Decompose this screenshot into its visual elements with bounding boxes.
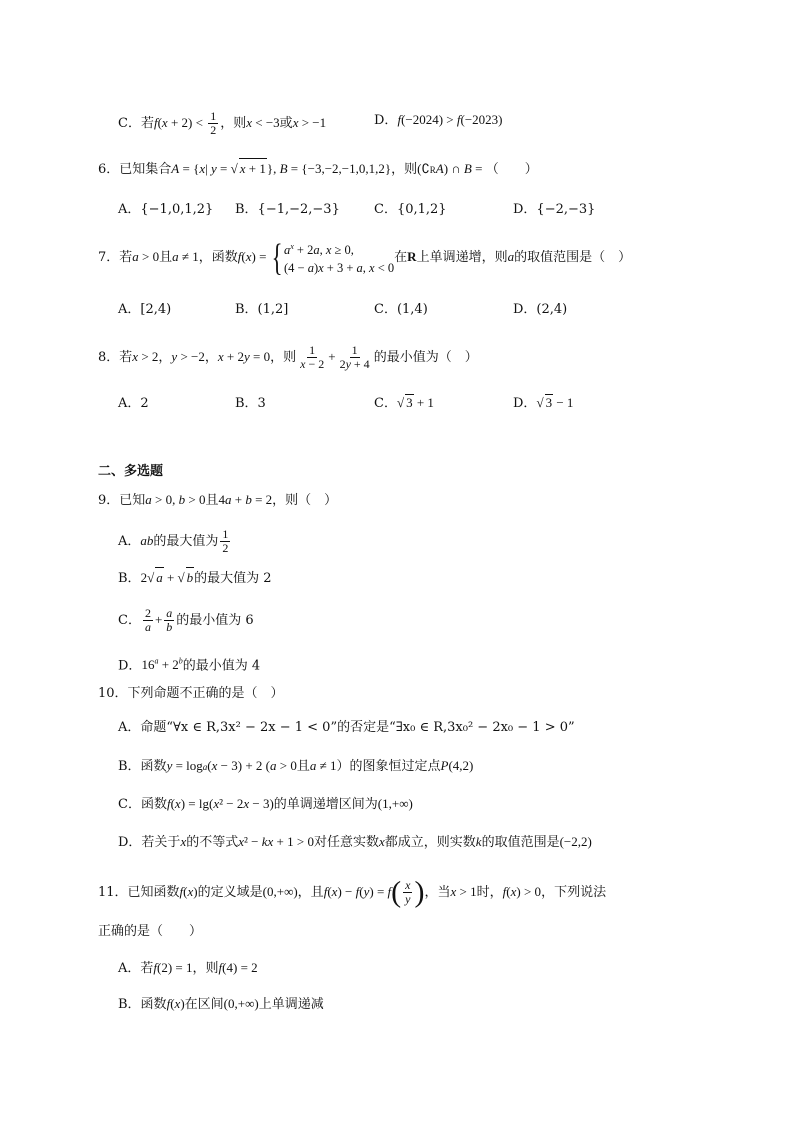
q6-option-d: D．{−2,−3} [513,202,596,217]
q5-option-c: C．若f(x + 2) < $\frac{1}{2}$ ，则x < −3或x > −1 [118,109,327,137]
q10-option-a: A．命题“∀x ∈ R,3x² − 2x − 1 < 0”的否定是“∃x₀ ∈ R,3x₀² − 2x₀ − 1 > 0” [118,720,575,735]
q11-stem-line2: 正确的是（ ） [98,924,203,939]
q9-option-d: D．$16^a + 2^b$的最小值为 4 [118,657,261,674]
q10-option-c: C．函数f(x) = lg(x² − 2x − 3)的单调递增区间为(1,+∞) [118,796,413,812]
q11-option-a: A．若f(2) = 1，则f(4) = 2 [118,960,258,976]
q7-option-a: A．[2,4) [118,302,172,317]
section-title-multiple-choice: 二、多选题 [98,464,164,479]
q7-option-b: B．(1,2] [235,302,289,317]
q5-option-d: D．f(−2024) > f(−2023) [374,112,503,128]
q7-option-c: C．(1,4) [374,302,428,317]
q10-stem: 10．下列命题不正确的是（ ） [98,686,284,701]
q9-option-a: A．ab的最大值为 $\frac{1}{2}$ [118,527,229,555]
q11-stem-line1: 11．已知函数f(x)的定义域是(0,+∞)，且f(x) − f(y) = f( $\frac{x}{y}$ )，当x > 1时，f(x) > 0，下列说法 [98,875,607,909]
q6-option-c: C．{0,1,2} [374,202,447,217]
q6-option-a: A．{−1,0,1,2} [118,202,214,217]
q9-option-b: B．2√ a + √ b的最大值为 2 [118,567,272,589]
q9-stem: 9．已知a > 0, b > 0且4a + b = 2，则（ ） [98,492,338,508]
q6-stem: 6．已知集合A = {x| y = √ x + 1}, B = {−3,−2,−1,0,1,2}，则(∁RA) ∩ B = （ ） [98,158,538,180]
q8-option-c: C．√ 3 + 1 [374,395,434,411]
q6-option-b: B．{−1,−2,−3} [235,202,340,217]
q8-stem: 8．若x > 2，y > −2，x + 2y = 0，则 $\frac{1}{x - 2}$ + $\frac{1}{2y + 4}$ 的最小值为（ ） [98,343,478,371]
q7-option-d: D．(2,4) [513,302,568,317]
q8-option-d: D．√ 3 − 1 [513,395,574,411]
q8-option-b: B．3 [235,396,266,411]
q10-option-b: B．函数y = loga(x − 3) + 2 (a > 0且a ≠ 1）的图象恒过定点P(4,2) [118,758,474,774]
q11-option-b: B．函数f(x)在区间(0,+∞)上单调递减 [118,996,324,1012]
q7-stem: 7．若a > 0且a ≠ 1，函数f(x) = { $a^x + 2a$, x ≥ 0, (4 − a)x + 3 + a, x < 0 在R上单调递增，则a的取值范围是（ ） [98,236,632,279]
q8-option-a: A．2 [118,396,149,411]
q9-option-c: C． $\frac{2}{a}$ + $\frac{a}{b}$ 的最小值为 6 [118,606,254,634]
q10-option-d: D．若关于x的不等式x² − kx + 1 > 0对任意实数x都成立，则实数k的取值范围是(−2,2) [118,834,592,850]
